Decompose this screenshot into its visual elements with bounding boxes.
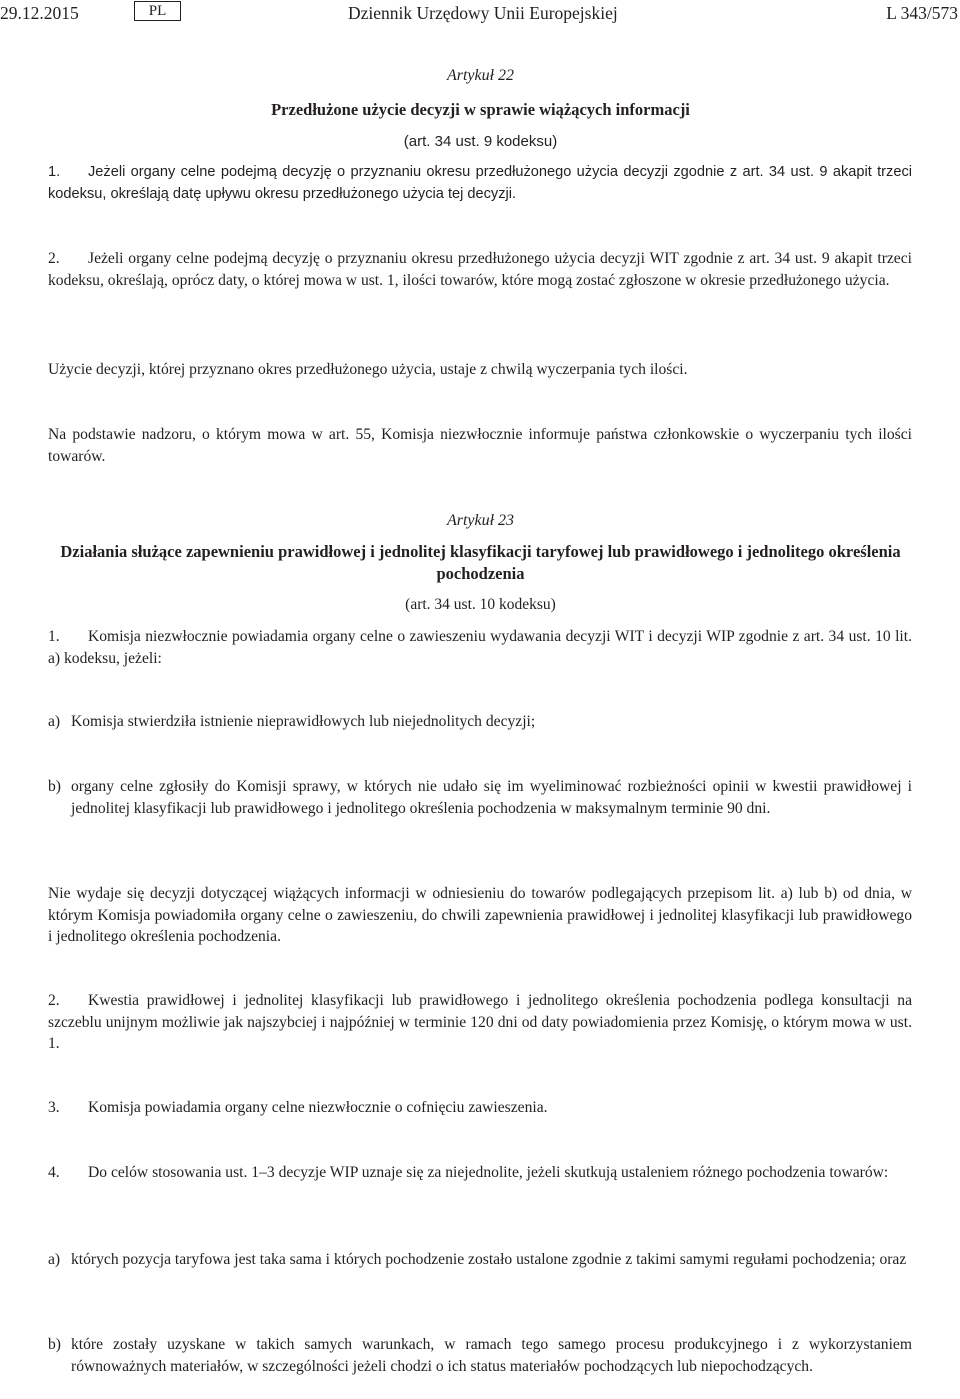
page-number: L 343/573 bbox=[886, 3, 958, 23]
article-23-point-1b bbox=[48, 776, 912, 819]
article-23-heading: Działania służące zapewnieniu prawidłowej i jednolitej klasyfikacji taryfowej lub prawidłowego i jednolitego określenia pochodzenia bbox=[60, 542, 901, 583]
paragraph-number: 1. bbox=[48, 628, 60, 645]
paragraph-text: Komisja powiadamia organy celne niezwłocznie o cofnięciu zawieszenia. bbox=[88, 1099, 548, 1116]
point-label: a) bbox=[48, 713, 61, 730]
language-badge: PL bbox=[134, 1, 181, 21]
article-23-reference: (art. 34 ust. 10 kodeksu) bbox=[405, 596, 556, 613]
article-23-paragraph-4 bbox=[48, 1162, 912, 1184]
point-text: Komisja stwierdziła istnienie nieprawidłowych lub niejednolitych decyzji; bbox=[71, 713, 536, 730]
point-label: b) bbox=[48, 778, 61, 795]
article-23-title: Artykuł 23 bbox=[446, 512, 515, 529]
article-22-title: Artykuł 22 bbox=[446, 67, 515, 84]
paragraph-number: 1. bbox=[48, 164, 61, 180]
article-23-point-4b bbox=[48, 1334, 912, 1377]
article-22-paragraph-4: Na podstawie nadzoru, o którym mowa w art. 55, Komisja niezwłocznie informuje państwa członkowskie o wyczerpaniu tych ilości towarów. bbox=[48, 426, 912, 465]
paragraph-text: Kwestia prawidłowej i jednolitej klasyfikacji lub prawidłowego i jednolitego określenia pochodzenia podlega konsultacji na szczeblu unijnym możliwie jak najszybciej i najpóźniej w terminie 120 dni od daty powiadomienia przez Komisję, o którym mowa w ust. 1. bbox=[48, 992, 912, 1052]
paragraph-number: 3. bbox=[48, 1099, 60, 1116]
paragraph-text: Jeżeli organy celne podejmą decyzję o przyznaniu okresu przedłużonego użycia decyzji WIT zgodnie z art. 34 ust. 9 akapit trzeci kodeksu, określają, oprócz daty, o której mowa w ust. 1, ilości towarów, które mogą zostać zgłoszone w okresie przedłużonego użycia. bbox=[48, 250, 912, 289]
publication-date: 29.12.2015 bbox=[0, 3, 79, 23]
point-text: których pozycja taryfowa jest taka sama i których pochodzenie zostało ustalone zgodnie z takimi samymi regułami pochodzenia; oraz bbox=[71, 1251, 907, 1268]
article-23-point-1a bbox=[48, 711, 912, 733]
article-22-paragraph-2 bbox=[48, 248, 912, 291]
paragraph-text: Komisja niezwłocznie powiadamia organy celne o zawieszeniu wydawania decyzji WIT i decyzji WIP zgodnie z art. 34 ust. 10 lit. a) kodeksu, jeżeli: bbox=[48, 628, 912, 667]
point-label: a) bbox=[48, 1251, 61, 1268]
journal-title: Dziennik Urzędowy Unii Europejskiej bbox=[348, 3, 618, 23]
article-23-paragraph-1 bbox=[48, 626, 912, 669]
article-23-paragraph-3 bbox=[48, 1097, 912, 1119]
point-text: organy celne zgłosiły do Komisji sprawy, w których nie udało się im wyeliminować rozbieżności opinii w kwestii prawidłowej i jednolitej klasyfikacji lub prawidłowego i jednolitego określenia pochodzenia w maksymalnym terminie 90 dni. bbox=[71, 778, 912, 817]
paragraph-text: Do celów stosowania ust. 1–3 decyzje WIP uznaje się za niejednolite, jeżeli skutkują ustaleniem różnego pochodzenia towarów: bbox=[88, 1164, 889, 1181]
article-23-point-4a bbox=[48, 1249, 912, 1271]
paragraph-number: 2. bbox=[48, 250, 60, 267]
paragraph-number: 2. bbox=[48, 992, 60, 1009]
article-22-reference: (art. 34 ust. 9 kodeksu) bbox=[403, 133, 558, 150]
paragraph-text: Jeżeli organy celne podejmą decyzję o przyznaniu okresu przedłużonego użycia decyzji zgodnie z art. 34 ust. 9 akapit trzeci kodeksu, określają datę upływu okresu przedłużonego użycia tej decyzji. bbox=[48, 164, 912, 202]
article-22-heading: Przedłużone użycie decyzji w sprawie wiążących informacji bbox=[271, 100, 690, 119]
article-23-paragraph-1-closing: Nie wydaje się decyzji dotyczącej wiążących informacji w odniesieniu do towarów podlegających przepisom lit. a) lub b) od dnia, w którym Komisja powiadomiła organy celne o zawieszeniu, do chwili zapewnienia prawidłowej i jednolitej klasyfikacji lub prawidłowego i jednolitego określenia pochodzenia. bbox=[48, 885, 912, 945]
article-22-paragraph-3: Użycie decyzji, której przyznano okres przedłużonego użycia, ustaje z chwilą wyczerpania tych ilości. bbox=[48, 361, 688, 378]
paragraph-number: 4. bbox=[48, 1164, 60, 1181]
article-23-paragraph-2 bbox=[48, 990, 912, 1055]
point-text: które zostały uzyskane w takich samych warunkach, w ramach tego samego procesu produkcyjnego i z wykorzystaniem równoważnych materiałów, w szczególności jeżeli chodzi o ich status materiałów pochodzących lub niepochodzących. bbox=[71, 1336, 912, 1375]
article-22-paragraph-1 bbox=[48, 162, 912, 205]
page-header bbox=[0, 0, 960, 30]
point-label: b) bbox=[48, 1336, 61, 1353]
